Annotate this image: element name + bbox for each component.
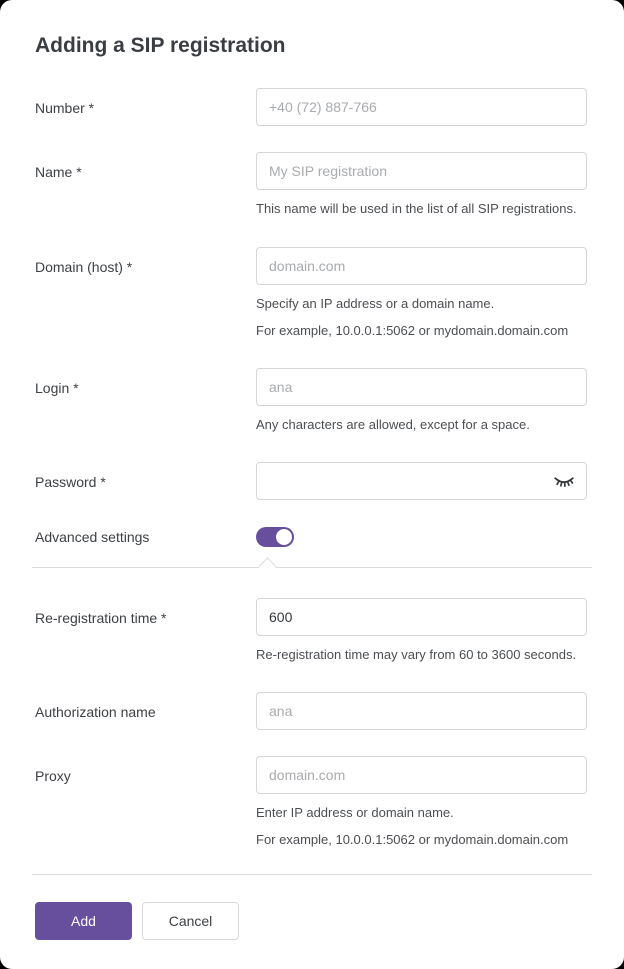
domain-row <box>35 247 587 342</box>
name-row <box>35 152 587 220</box>
advanced-settings-toggle[interactable] <box>256 527 294 547</box>
form-actions <box>35 902 589 940</box>
number-input[interactable] <box>256 88 587 126</box>
domain-input[interactable] <box>256 247 587 285</box>
domain-helper-2: For example, 10.0.0.1:5062 or mydomain.domain.com <box>256 323 569 339</box>
add-button[interactable]: Add <box>35 902 132 940</box>
proxy-helper-1: Enter IP address or domain name. <box>256 804 454 820</box>
proxy-helper-2: For example, 10.0.0.1:5062 or mydomain.domain.com <box>256 832 569 848</box>
login-helper: Any characters are allowed, except for a space. <box>256 416 530 432</box>
login-input[interactable] <box>256 368 587 406</box>
rereg-time-helper: Re-registration time may vary from 60 to 3600 seconds. <box>256 647 577 663</box>
proxy-row <box>35 756 587 851</box>
number-label: Number * <box>35 100 95 116</box>
proxy-label: Proxy <box>35 767 71 784</box>
name-input[interactable] <box>256 152 587 190</box>
toggle-knob <box>276 529 292 545</box>
domain-helper-1: Specify an IP address or a domain name. <box>256 295 495 311</box>
name-helper: This name will be used in the list of all SIP registrations. <box>256 201 577 216</box>
domain-label: Domain (host) * <box>35 258 133 275</box>
password-input[interactable] <box>256 462 587 500</box>
proxy-input[interactable] <box>256 756 587 794</box>
login-label: Login * <box>35 379 79 396</box>
rereg-time-input[interactable] <box>256 598 587 636</box>
password-label: Password * <box>35 474 106 491</box>
advanced-section-divider <box>32 567 592 568</box>
advanced-settings-label: Advanced settings <box>35 529 150 546</box>
rereg-time-row <box>35 598 587 666</box>
page-title: Adding a SIP registration <box>35 34 286 57</box>
password-row <box>35 462 587 500</box>
eye-closed-icon[interactable] <box>553 471 575 491</box>
cancel-button[interactable]: Cancel <box>142 902 239 940</box>
rereg-time-label: Re-registration time * <box>35 610 167 627</box>
authorization-name-row <box>35 692 587 730</box>
authorization-name-label: Authorization name <box>35 703 156 720</box>
number-row <box>35 88 587 126</box>
advanced-settings-row <box>35 527 587 547</box>
authorization-name-input[interactable] <box>256 692 587 730</box>
login-row <box>35 368 587 436</box>
actions-divider <box>32 874 592 875</box>
name-label: Name * <box>35 164 82 180</box>
